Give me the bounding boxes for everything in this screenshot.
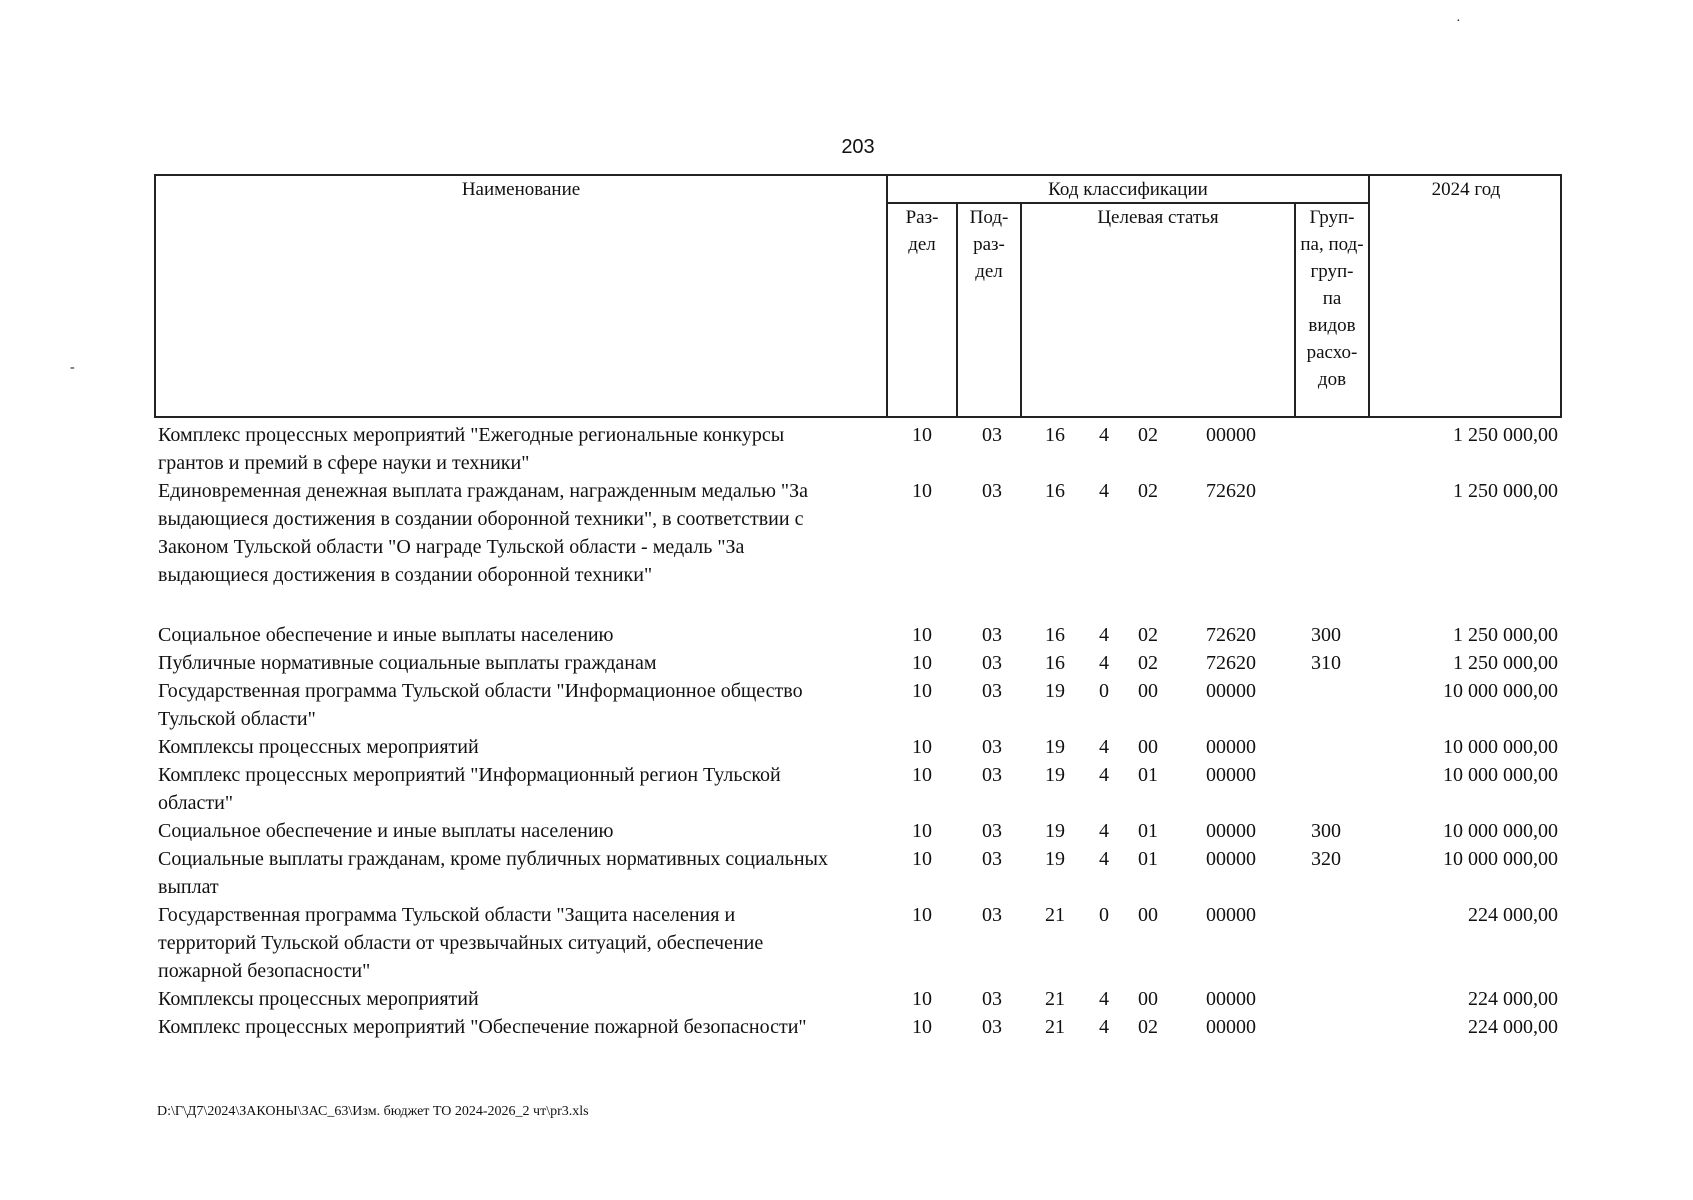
row-name (158, 621, 888, 649)
table-row (0, 649, 1693, 677)
row-name-line: Социальное обеспечение и иные выплаты населению (158, 624, 614, 646)
header-group-line: видов (1308, 315, 1356, 336)
file-path-footer: D:\Г\Д7\2024\ЗАКОНЫ\ЗАС_63\Изм. бюджет ТО 2024-2026_2 чт\pr3.xls (157, 1104, 589, 1119)
header-target: Целевая статья (1097, 207, 1219, 228)
row-name (158, 901, 888, 985)
cell-rz: 10 (912, 820, 932, 842)
cell-t3: 02 (1138, 424, 1158, 446)
row-name-line: Публичные нормативные социальные выплаты гражданам (158, 652, 657, 674)
row-name (158, 421, 888, 477)
cell-pr: 03 (982, 904, 1002, 926)
scan-mark: · (1456, 14, 1461, 29)
cell-vr: 300 (1311, 624, 1341, 646)
cell-t2: 0 (1099, 680, 1109, 702)
row-name-line: Комплекс процессных мероприятий "Обеспечение пожарной безопасности" (158, 1016, 807, 1038)
row-name-line: выдающиеся достижения в создании оборонной техники", в соответствии с (158, 508, 804, 530)
cell-rz: 10 (912, 988, 932, 1010)
cell-t2: 4 (1099, 820, 1109, 842)
header-group-line: расхо- (1306, 342, 1358, 363)
table-row (0, 761, 1693, 817)
header-divider (1020, 204, 1022, 416)
header-group-line: па, под- (1300, 234, 1364, 255)
row-name-line: Комплексы процессных мероприятий (158, 988, 479, 1010)
cell-amount: 10 000 000,00 (1443, 736, 1558, 758)
row-name (158, 845, 888, 901)
cell-t4: 00000 (1206, 736, 1256, 758)
cell-t3: 01 (1138, 848, 1158, 870)
cell-rz: 10 (912, 680, 932, 702)
cell-t3: 00 (1138, 680, 1158, 702)
cell-amount: 10 000 000,00 (1443, 820, 1558, 842)
cell-t2: 4 (1099, 652, 1109, 674)
cell-t1: 16 (1045, 480, 1065, 502)
cell-t1: 19 (1045, 848, 1065, 870)
cell-t1: 19 (1045, 680, 1065, 702)
cell-amount: 1 250 000,00 (1453, 424, 1558, 446)
cell-t3: 02 (1138, 480, 1158, 502)
table-row (0, 817, 1693, 845)
header-group-line: Груп- (1309, 207, 1355, 228)
header-group-line: па (1322, 288, 1342, 309)
row-name (158, 817, 888, 845)
cell-pr: 03 (982, 680, 1002, 702)
cell-vr: 300 (1311, 820, 1341, 842)
row-name-line: выплат (158, 876, 219, 898)
cell-pr: 03 (982, 424, 1002, 446)
cell-rz: 10 (912, 848, 932, 870)
row-name-line: Государственная программа Тульской области "Информационное общество (158, 680, 803, 702)
row-name-line: Законом Тульской области "О награде Тульской области - медаль "За (158, 536, 745, 558)
cell-t4: 72620 (1206, 652, 1256, 674)
cell-t4: 00000 (1206, 820, 1256, 842)
cell-amount: 224 000,00 (1468, 988, 1558, 1010)
row-name-line: выдающиеся достижения в создании оборонной техники" (158, 564, 653, 586)
cell-t2: 4 (1099, 624, 1109, 646)
header-group (1296, 204, 1368, 393)
table-header (154, 174, 1562, 418)
cell-pr: 03 (982, 848, 1002, 870)
cell-t3: 02 (1138, 1016, 1158, 1038)
table-row (0, 421, 1693, 477)
cell-pr: 03 (982, 652, 1002, 674)
header-podrazdel-line: раз- (973, 234, 1005, 255)
cell-t3: 01 (1138, 820, 1158, 842)
cell-t1: 16 (1045, 624, 1065, 646)
cell-rz: 10 (912, 624, 932, 646)
header-year: 2024 год (1431, 179, 1501, 200)
row-name (158, 649, 888, 677)
cell-t2: 4 (1099, 1016, 1109, 1038)
row-name-line: Комплекс процессных мероприятий "Информационный регион Тульской (158, 764, 781, 786)
header-razdel-line: дел (908, 234, 936, 255)
row-name-line: грантов и премий в сфере науки и техники" (158, 452, 530, 474)
table-row (0, 845, 1693, 901)
cell-t2: 4 (1099, 736, 1109, 758)
header-code-group: Код классификации (1048, 179, 1208, 200)
cell-rz: 10 (912, 736, 932, 758)
row-name-line: Единовременная денежная выплата гражданам, награжденным медалью "За (158, 480, 808, 502)
cell-rz: 10 (912, 904, 932, 926)
table-row (0, 621, 1693, 649)
cell-t4: 00000 (1206, 764, 1256, 786)
page-number: 203 (841, 136, 875, 158)
row-name-line: территорий Тульской области от чрезвычайных ситуаций, обеспечение (158, 932, 764, 954)
header-name: Наименование (461, 179, 581, 200)
cell-t1: 19 (1045, 736, 1065, 758)
header-razdel (888, 204, 956, 258)
cell-t1: 21 (1045, 904, 1065, 926)
cell-t1: 19 (1045, 764, 1065, 786)
header-podrazdel (958, 204, 1020, 285)
row-name-line: Тульской области" (158, 708, 316, 730)
cell-rz: 10 (912, 764, 932, 786)
header-group-line: груп- (1310, 261, 1354, 282)
row-name-line: Социальное обеспечение и иные выплаты населению (158, 820, 614, 842)
header-divider (1368, 176, 1370, 416)
cell-pr: 03 (982, 1016, 1002, 1038)
cell-vr: 310 (1311, 652, 1341, 674)
cell-t4: 00000 (1206, 988, 1256, 1010)
cell-t4: 00000 (1206, 1016, 1256, 1038)
cell-pr: 03 (982, 736, 1002, 758)
cell-t1: 16 (1045, 652, 1065, 674)
table-row (0, 901, 1693, 985)
cell-vr: 320 (1311, 848, 1341, 870)
cell-t2: 4 (1099, 764, 1109, 786)
cell-t4: 72620 (1206, 624, 1256, 646)
row-name-line: Социальные выплаты гражданам, кроме публичных нормативных социальных (158, 848, 828, 870)
cell-amount: 1 250 000,00 (1453, 652, 1558, 674)
cell-t4: 00000 (1206, 680, 1256, 702)
row-name-line: области" (158, 792, 234, 814)
cell-amount: 1 250 000,00 (1453, 624, 1558, 646)
cell-t2: 4 (1099, 988, 1109, 1010)
cell-amount: 224 000,00 (1468, 904, 1558, 926)
row-name (158, 677, 888, 733)
cell-t3: 01 (1138, 764, 1158, 786)
cell-pr: 03 (982, 988, 1002, 1010)
row-name-line: Комплексы процессных мероприятий (158, 736, 479, 758)
row-name (158, 761, 888, 817)
row-name-line: Комплекс процессных мероприятий "Ежегодные региональные конкурсы (158, 424, 785, 446)
table-row (0, 1013, 1693, 1041)
cell-t2: 4 (1099, 480, 1109, 502)
table-row (0, 733, 1693, 761)
cell-t3: 02 (1138, 652, 1158, 674)
cell-amount: 10 000 000,00 (1443, 764, 1558, 786)
row-name (158, 1013, 888, 1041)
table-row (0, 677, 1693, 733)
row-name (158, 477, 888, 589)
row-name-line: Государственная программа Тульской области "Защита населения и (158, 904, 736, 926)
cell-t2: 4 (1099, 848, 1109, 870)
cell-rz: 10 (912, 424, 932, 446)
cell-t4: 00000 (1206, 904, 1256, 926)
cell-rz: 10 (912, 480, 932, 502)
cell-pr: 03 (982, 764, 1002, 786)
cell-t3: 00 (1138, 736, 1158, 758)
cell-t3: 00 (1138, 988, 1158, 1010)
cell-t1: 16 (1045, 424, 1065, 446)
row-name (158, 985, 888, 1013)
cell-t2: 4 (1099, 424, 1109, 446)
cell-rz: 10 (912, 652, 932, 674)
cell-amount: 10 000 000,00 (1443, 848, 1558, 870)
table-body (0, 421, 1693, 1041)
cell-t4: 00000 (1206, 848, 1256, 870)
row-name-line: пожарной безопасности" (158, 960, 371, 982)
cell-pr: 03 (982, 480, 1002, 502)
cell-t2: 0 (1099, 904, 1109, 926)
table-row (0, 477, 1693, 621)
cell-pr: 03 (982, 820, 1002, 842)
cell-amount: 224 000,00 (1468, 1016, 1558, 1038)
cell-t4: 00000 (1206, 424, 1256, 446)
header-group-line: дов (1317, 369, 1347, 390)
cell-t4: 72620 (1206, 480, 1256, 502)
cell-t1: 19 (1045, 820, 1065, 842)
row-name (158, 733, 888, 761)
cell-amount: 1 250 000,00 (1453, 480, 1558, 502)
cell-t1: 21 (1045, 988, 1065, 1010)
cell-t1: 21 (1045, 1016, 1065, 1038)
cell-rz: 10 (912, 1016, 932, 1038)
cell-amount: 10 000 000,00 (1443, 680, 1558, 702)
header-razdel-line: Раз- (905, 207, 939, 228)
header-podrazdel-line: дел (975, 261, 1003, 282)
header-podrazdel-line: Под- (969, 207, 1009, 228)
scan-mark: ‐ (70, 360, 75, 375)
cell-t3: 02 (1138, 624, 1158, 646)
cell-t3: 00 (1138, 904, 1158, 926)
cell-pr: 03 (982, 624, 1002, 646)
table-row (0, 985, 1693, 1013)
